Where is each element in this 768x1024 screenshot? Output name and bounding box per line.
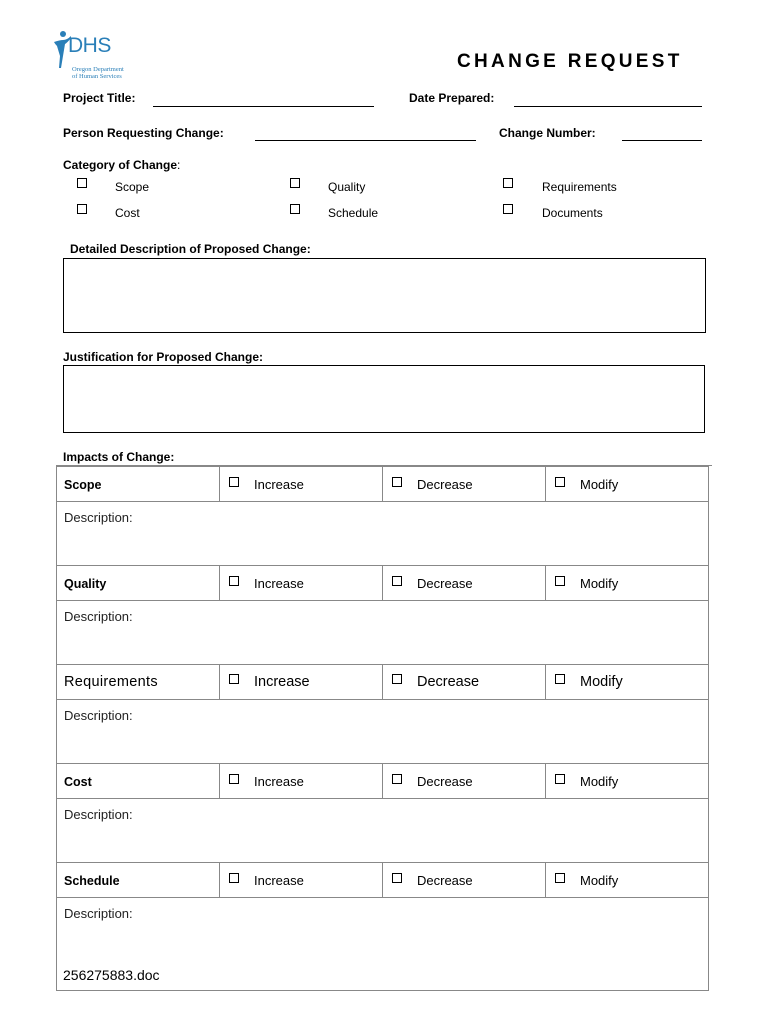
category-cost-checkbox[interactable] [77,204,87,214]
category-cost-label: Cost [115,206,140,220]
requirements-modify-option[interactable] [553,674,623,690]
requirements-decrease-option[interactable] [390,674,479,690]
schedule-decrease-option[interactable] [390,873,473,888]
decrease-label: Decrease [417,773,473,789]
person-requesting-label: Person Requesting Change: [63,126,224,140]
description-textbox[interactable] [63,258,706,333]
date-prepared-field[interactable] [514,106,702,107]
impact-option-cell [383,665,546,700]
checkbox[interactable] [392,477,402,487]
person-requesting-field[interactable] [255,140,476,141]
impact-area-cell [57,467,220,502]
impact-area-cell [57,863,220,898]
justification-textbox[interactable] [63,365,705,433]
increase-label: Increase [254,674,310,690]
category-label: Category of Change [63,158,178,172]
scope-description-field[interactable] [57,502,709,566]
checkbox[interactable] [555,674,565,684]
impact-row-requirements [57,665,709,700]
description-prompt: Description: [64,807,133,822]
impact-option-cell [220,467,383,502]
impact-option-cell [383,764,546,799]
decrease-label: Decrease [417,476,473,492]
checkbox[interactable] [229,774,239,784]
dhs-logo [52,30,152,82]
scope-decrease-option[interactable] [390,477,473,492]
schedule-increase-option[interactable] [227,873,304,888]
checkbox[interactable] [392,774,402,784]
page-title: CHANGE REQUEST [457,51,683,72]
impact-option-cell [383,467,546,502]
category-scope-checkbox[interactable] [77,178,87,188]
change-number-field[interactable] [622,140,702,141]
impact-option-cell [383,566,546,601]
category-requirements-label: Requirements [542,180,617,194]
impact-option-cell [546,665,709,700]
impact-option-cell [546,764,709,799]
modify-label: Modify [580,773,619,789]
impacts-label: Impacts of Change: [63,450,175,464]
impact-area-cost: Cost [64,774,92,789]
impact-option-cell [220,764,383,799]
impact-option-cell [546,467,709,502]
quality-decrease-option[interactable] [390,576,473,591]
decrease-label: Decrease [417,674,480,690]
category-documents-label: Documents [542,206,603,220]
increase-label: Increase [254,476,304,492]
requirements-increase-option[interactable] [227,674,310,690]
impact-desc-row-scope [57,502,709,566]
impact-row-quality [57,566,709,601]
category-requirements-checkbox[interactable] [503,178,513,188]
change-number-label: Change Number: [499,126,596,140]
decrease-label: Decrease [417,575,473,591]
cost-increase-option[interactable] [227,774,304,789]
cost-modify-option[interactable] [553,774,618,789]
category-colon: : [177,158,181,172]
category-documents-checkbox[interactable] [503,204,513,214]
impact-area-cell [57,665,220,700]
quality-modify-option[interactable] [553,576,618,591]
quality-increase-option[interactable] [227,576,304,591]
logo-text: DHS [68,34,111,57]
category-quality-label: Quality [328,180,366,194]
scope-increase-option[interactable] [227,477,304,492]
impact-area-quality: Quality [64,576,107,591]
impact-row-schedule [57,863,709,898]
checkbox[interactable] [392,674,402,684]
modify-label: Modify [580,872,619,888]
cost-decrease-option[interactable] [390,774,473,789]
category-heading [63,158,180,172]
description-prompt: Description: [64,906,133,921]
checkbox[interactable] [555,774,565,784]
impact-area-requirements: Requirements [64,674,158,690]
footer-filename: 256275883.doc [63,967,160,983]
impact-row-scope [57,467,709,502]
justification-label: Justification for Proposed Change: [63,350,264,364]
impact-area-cell [57,566,220,601]
impact-area-schedule: Schedule [64,873,120,888]
logo-subtitle-line1: Oregon Department [72,66,124,73]
schedule-modify-option[interactable] [553,873,618,888]
checkbox[interactable] [229,674,239,684]
category-schedule-label: Schedule [328,206,379,220]
checkbox[interactable] [229,873,239,883]
increase-label: Increase [254,575,304,591]
checkbox[interactable] [392,576,402,586]
impacts-table [56,466,709,991]
checkbox[interactable] [229,576,239,586]
impact-area-cell [57,764,220,799]
project-title-label: Project Title: [63,91,136,105]
impact-desc-row-requirements [57,700,709,764]
cost-description-field[interactable] [57,799,709,863]
impact-row-cost [57,764,709,799]
description-prompt: Description: [64,609,133,624]
modify-label: Modify [580,476,619,492]
checkbox[interactable] [555,477,565,487]
category-schedule-checkbox[interactable] [290,204,300,214]
checkbox[interactable] [392,873,402,883]
project-title-field[interactable] [153,106,374,107]
date-prepared-label: Date Prepared: [409,91,495,105]
modify-label: Modify [580,575,619,591]
decrease-label: Decrease [417,872,473,888]
impact-option-cell [546,863,709,898]
impact-desc-row-quality [57,601,709,665]
impact-option-cell [383,863,546,898]
impact-option-cell [546,566,709,601]
impact-option-cell [220,566,383,601]
category-scope-label: Scope [115,180,150,194]
description-prompt: Description: [64,510,133,525]
increase-label: Increase [254,773,304,789]
impact-area-scope: Scope [64,477,102,492]
increase-label: Increase [254,872,304,888]
modify-label: Modify [580,674,623,690]
category-quality-checkbox[interactable] [290,178,300,188]
impact-desc-row-cost [57,799,709,863]
checkbox[interactable] [229,477,239,487]
quality-description-field[interactable] [57,601,709,665]
checkbox[interactable] [555,873,565,883]
impact-option-cell [220,863,383,898]
checkbox[interactable] [555,576,565,586]
scope-modify-option[interactable] [553,477,618,492]
description-prompt: Description: [64,708,133,723]
description-label: Detailed Description of Proposed Change: [70,242,311,256]
requirements-description-field[interactable] [57,700,709,764]
impact-option-cell [220,665,383,700]
logo-subtitle-line2: of Human Services [72,73,122,80]
